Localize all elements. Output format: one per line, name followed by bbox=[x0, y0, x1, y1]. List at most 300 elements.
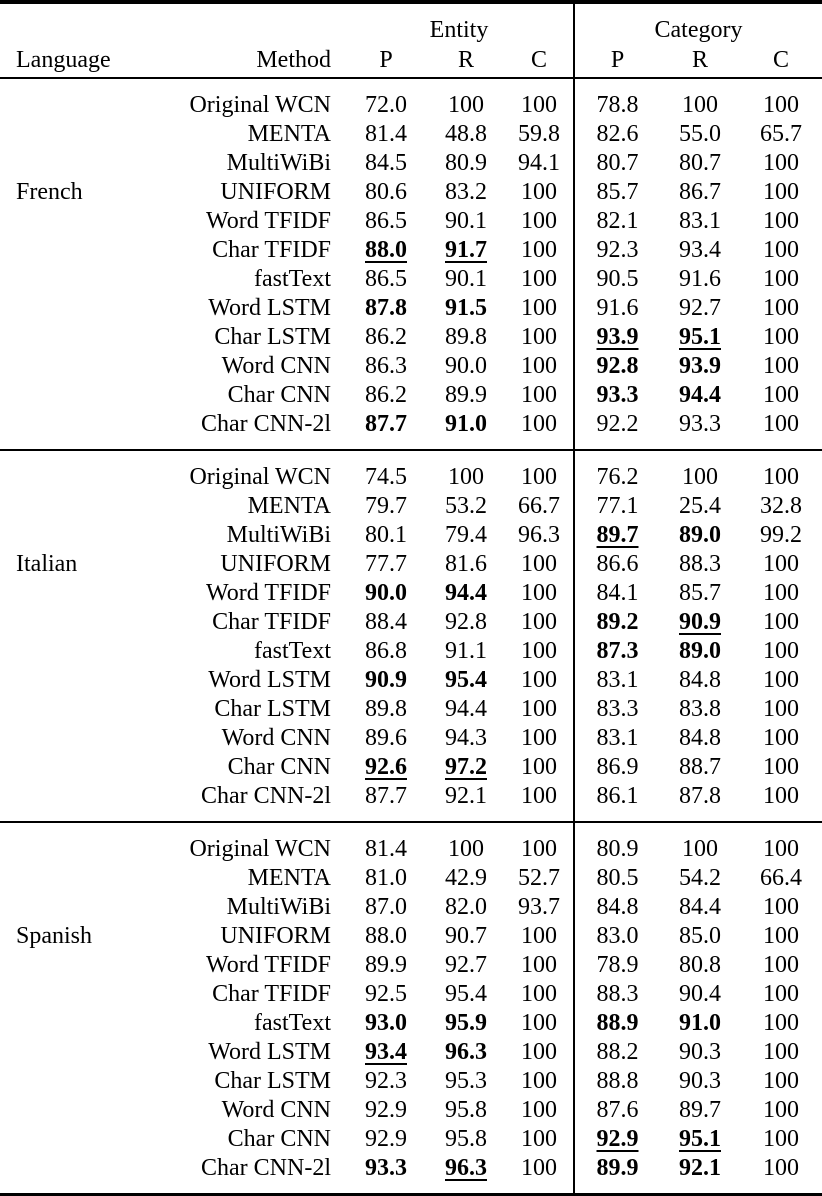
value-cell bbox=[427, 922, 505, 951]
value-cell bbox=[505, 352, 574, 381]
value-text: 83.0 bbox=[596, 923, 639, 949]
value-text: 100 bbox=[521, 609, 557, 635]
method-label: MultiWiBi bbox=[226, 894, 331, 920]
value-cell bbox=[427, 608, 505, 637]
method-label: MultiWiBi bbox=[226, 150, 331, 176]
value-cell bbox=[574, 1009, 660, 1038]
value-text: 100 bbox=[763, 92, 799, 118]
value-text: 90.7 bbox=[445, 923, 487, 949]
table-row bbox=[0, 637, 822, 666]
value-text: 100 bbox=[763, 464, 799, 490]
method-label: Char LSTM bbox=[214, 696, 331, 722]
value-cell bbox=[427, 550, 505, 579]
table-header bbox=[0, 2, 822, 78]
value-text: 86.5 bbox=[365, 266, 407, 292]
value-cell bbox=[574, 579, 660, 608]
value-text: 92.7 bbox=[445, 952, 487, 978]
method-label: Char LSTM bbox=[214, 324, 331, 350]
value-cell bbox=[660, 352, 740, 381]
value-cell bbox=[660, 550, 740, 579]
value-cell bbox=[740, 492, 822, 521]
table-row bbox=[0, 666, 822, 695]
value-text: 84.5 bbox=[365, 150, 407, 176]
value-cell bbox=[505, 637, 574, 666]
value-cell bbox=[740, 410, 822, 450]
table-row bbox=[0, 1125, 822, 1154]
value-text: 65.7 bbox=[760, 121, 802, 147]
language-label bbox=[0, 381, 150, 410]
value-cell bbox=[345, 550, 427, 579]
value-text: 80.1 bbox=[365, 522, 407, 548]
value-cell bbox=[427, 980, 505, 1009]
value-text: 86.2 bbox=[365, 382, 407, 408]
language-label bbox=[0, 782, 150, 822]
value-cell bbox=[345, 178, 427, 207]
value-cell bbox=[574, 521, 660, 550]
method-label: UNIFORM bbox=[220, 923, 331, 949]
value-text: 89.9 bbox=[365, 952, 407, 978]
value-cell bbox=[574, 922, 660, 951]
value-text: 100 bbox=[682, 464, 718, 490]
value-text: 72.0 bbox=[365, 92, 407, 118]
value-text: 92.3 bbox=[365, 1068, 407, 1094]
table-row bbox=[0, 922, 822, 951]
value-cell bbox=[574, 724, 660, 753]
value-cell bbox=[740, 695, 822, 724]
value-cell bbox=[427, 236, 505, 265]
value-cell bbox=[740, 893, 822, 922]
value-cell bbox=[660, 980, 740, 1009]
language-label bbox=[0, 410, 150, 450]
value-cell bbox=[660, 120, 740, 149]
table-row bbox=[0, 951, 822, 980]
language-label bbox=[0, 492, 150, 521]
value-text: 100 bbox=[682, 836, 718, 862]
value-text: 92.8 bbox=[596, 353, 639, 379]
value-text: 89.2 bbox=[596, 609, 639, 635]
value-cell bbox=[427, 1096, 505, 1125]
value-cell bbox=[427, 951, 505, 980]
value-cell bbox=[660, 951, 740, 980]
value-text: 95.1 bbox=[679, 324, 721, 350]
value-cell bbox=[740, 550, 822, 579]
table-row bbox=[0, 1067, 822, 1096]
value-text: 87.8 bbox=[679, 783, 721, 809]
method-label: Word LSTM bbox=[208, 295, 331, 321]
value-text: 100 bbox=[521, 696, 557, 722]
value-text: 88.0 bbox=[365, 923, 407, 949]
value-cell bbox=[660, 922, 740, 951]
value-cell bbox=[427, 352, 505, 381]
value-cell bbox=[427, 695, 505, 724]
language-label bbox=[0, 608, 150, 637]
column-header-category-r: R bbox=[691, 47, 708, 73]
value-text: 84.8 bbox=[596, 894, 639, 920]
value-cell bbox=[660, 1125, 740, 1154]
value-cell bbox=[660, 753, 740, 782]
method-label: Char CNN-2l bbox=[201, 1155, 331, 1181]
value-text: 100 bbox=[521, 725, 557, 751]
value-cell bbox=[660, 893, 740, 922]
value-text: 80.7 bbox=[679, 150, 721, 176]
value-text: 80.9 bbox=[445, 150, 487, 176]
value-text: 79.4 bbox=[445, 522, 487, 548]
language-label bbox=[0, 637, 150, 666]
value-cell bbox=[505, 864, 574, 893]
value-cell bbox=[660, 1009, 740, 1038]
value-text: 82.6 bbox=[596, 121, 639, 147]
value-text: 59.8 bbox=[518, 121, 560, 147]
value-cell bbox=[740, 782, 822, 822]
value-text: 100 bbox=[763, 1155, 799, 1181]
method-label: fastText bbox=[254, 638, 331, 664]
value-cell bbox=[660, 410, 740, 450]
language-label bbox=[0, 695, 150, 724]
value-text: 100 bbox=[763, 638, 799, 664]
value-text: 91.1 bbox=[445, 638, 487, 664]
value-cell bbox=[574, 637, 660, 666]
value-text: 80.8 bbox=[679, 952, 721, 978]
value-cell bbox=[345, 265, 427, 294]
value-text: 87.7 bbox=[365, 783, 407, 809]
value-text: 93.3 bbox=[596, 382, 639, 408]
value-cell bbox=[345, 1096, 427, 1125]
value-text: 100 bbox=[521, 324, 557, 350]
value-text: 100 bbox=[763, 551, 799, 577]
value-cell bbox=[660, 521, 740, 550]
value-cell bbox=[574, 149, 660, 178]
value-text: 93.3 bbox=[365, 1155, 407, 1181]
value-text: 100 bbox=[521, 208, 557, 234]
language-label bbox=[0, 753, 150, 782]
value-text: 100 bbox=[448, 464, 484, 490]
table-row bbox=[0, 492, 822, 521]
value-cell bbox=[574, 550, 660, 579]
value-cell bbox=[740, 579, 822, 608]
value-text: 92.7 bbox=[679, 295, 721, 321]
value-cell bbox=[427, 1009, 505, 1038]
value-text: 88.2 bbox=[596, 1039, 639, 1065]
value-text: 84.8 bbox=[679, 667, 721, 693]
value-cell bbox=[505, 1067, 574, 1096]
language-label bbox=[0, 352, 150, 381]
value-text: 100 bbox=[763, 894, 799, 920]
value-cell bbox=[505, 410, 574, 450]
value-text: 100 bbox=[763, 150, 799, 176]
language-label bbox=[0, 1125, 150, 1154]
value-cell bbox=[574, 410, 660, 450]
value-text: 90.1 bbox=[445, 266, 487, 292]
language-label bbox=[0, 864, 150, 893]
value-cell bbox=[345, 294, 427, 323]
value-cell bbox=[345, 236, 427, 265]
value-cell bbox=[505, 608, 574, 637]
table-row bbox=[0, 236, 822, 265]
value-cell bbox=[574, 78, 660, 120]
value-cell bbox=[740, 922, 822, 951]
language-label bbox=[0, 78, 150, 120]
table-row bbox=[0, 381, 822, 410]
value-text: 94.3 bbox=[445, 725, 487, 751]
value-cell bbox=[740, 1009, 822, 1038]
value-cell bbox=[740, 265, 822, 294]
value-cell bbox=[505, 822, 574, 864]
table-row bbox=[0, 782, 822, 822]
value-cell bbox=[660, 450, 740, 492]
language-label bbox=[0, 1067, 150, 1096]
method-label: Word TFIDF bbox=[206, 208, 331, 234]
value-text: 88.3 bbox=[596, 981, 639, 1007]
value-text: 100 bbox=[521, 754, 557, 780]
value-cell bbox=[740, 1038, 822, 1067]
value-cell bbox=[345, 980, 427, 1009]
value-text: 32.8 bbox=[760, 493, 802, 519]
value-text: 93.9 bbox=[596, 324, 639, 350]
value-text: 100 bbox=[448, 836, 484, 862]
value-cell bbox=[505, 149, 574, 178]
table-row bbox=[0, 1154, 822, 1195]
language-block-italian bbox=[0, 450, 822, 822]
value-cell bbox=[574, 381, 660, 410]
table-row bbox=[0, 1038, 822, 1067]
value-text: 100 bbox=[763, 754, 799, 780]
value-text: 80.5 bbox=[596, 865, 639, 891]
language-label bbox=[0, 265, 150, 294]
value-cell bbox=[427, 492, 505, 521]
value-text: 100 bbox=[763, 696, 799, 722]
value-cell bbox=[574, 753, 660, 782]
value-text: 89.8 bbox=[365, 696, 407, 722]
method-label: Word TFIDF bbox=[206, 580, 331, 606]
value-cell bbox=[427, 207, 505, 236]
value-cell bbox=[574, 1125, 660, 1154]
language-label bbox=[0, 521, 150, 550]
method-label: Char CNN bbox=[227, 1126, 331, 1152]
method-label: Original WCN bbox=[189, 464, 331, 490]
value-text: 100 bbox=[763, 179, 799, 205]
value-text: 88.0 bbox=[365, 237, 407, 263]
value-text: 82.1 bbox=[596, 208, 639, 234]
value-cell bbox=[574, 951, 660, 980]
value-text: 88.3 bbox=[679, 551, 721, 577]
value-cell bbox=[574, 1038, 660, 1067]
column-header-entity-c: C bbox=[530, 47, 547, 73]
value-cell bbox=[345, 1038, 427, 1067]
value-cell bbox=[660, 207, 740, 236]
value-text: 100 bbox=[521, 1068, 557, 1094]
value-text: 80.7 bbox=[596, 150, 639, 176]
value-text: 87.8 bbox=[365, 295, 407, 321]
value-text: 100 bbox=[521, 295, 557, 321]
method-label: Char CNN bbox=[227, 754, 331, 780]
value-text: 100 bbox=[521, 638, 557, 664]
method-label: Char CNN bbox=[227, 382, 331, 408]
value-cell bbox=[740, 207, 822, 236]
value-text: 42.9 bbox=[445, 865, 487, 891]
value-text: 55.0 bbox=[679, 121, 721, 147]
table-row bbox=[0, 410, 822, 450]
value-text: 100 bbox=[521, 667, 557, 693]
value-text: 89.7 bbox=[596, 522, 639, 548]
value-cell bbox=[427, 1125, 505, 1154]
value-text: 25.4 bbox=[679, 493, 721, 519]
value-text: 66.7 bbox=[518, 493, 560, 519]
value-text: 100 bbox=[763, 411, 799, 437]
value-text: 100 bbox=[763, 1068, 799, 1094]
value-text: 85.7 bbox=[596, 179, 639, 205]
value-cell bbox=[345, 822, 427, 864]
value-text: 92.9 bbox=[365, 1097, 407, 1123]
column-header-category-p: P bbox=[574, 44, 660, 78]
value-cell bbox=[660, 492, 740, 521]
table-row bbox=[0, 323, 822, 352]
value-text: 100 bbox=[763, 237, 799, 263]
language-block-spanish bbox=[0, 822, 822, 1195]
value-text: 86.2 bbox=[365, 324, 407, 350]
column-header-category-c: C bbox=[773, 47, 790, 73]
method-label: Word LSTM bbox=[208, 1039, 331, 1065]
language-label bbox=[0, 579, 150, 608]
language-label: Spanish bbox=[16, 923, 93, 949]
value-text: 81.4 bbox=[365, 836, 407, 862]
table-row bbox=[0, 294, 822, 323]
value-cell bbox=[345, 1067, 427, 1096]
value-cell bbox=[660, 1096, 740, 1125]
value-cell bbox=[427, 265, 505, 294]
value-cell bbox=[505, 1096, 574, 1125]
value-text: 100 bbox=[521, 580, 557, 606]
value-cell bbox=[574, 207, 660, 236]
value-text: 90.5 bbox=[596, 266, 639, 292]
value-text: 95.4 bbox=[445, 981, 487, 1007]
language-label bbox=[0, 149, 150, 178]
value-cell bbox=[427, 666, 505, 695]
value-cell bbox=[740, 236, 822, 265]
value-cell bbox=[427, 822, 505, 864]
value-cell bbox=[574, 893, 660, 922]
value-text: 84.1 bbox=[596, 580, 639, 606]
value-text: 92.8 bbox=[445, 609, 487, 635]
value-text: 100 bbox=[521, 179, 557, 205]
value-cell bbox=[345, 410, 427, 450]
value-cell bbox=[505, 695, 574, 724]
value-text: 100 bbox=[763, 266, 799, 292]
value-text: 90.9 bbox=[365, 667, 407, 693]
value-cell bbox=[505, 1125, 574, 1154]
value-text: 96.3 bbox=[445, 1155, 487, 1181]
value-text: 100 bbox=[763, 1039, 799, 1065]
value-cell bbox=[740, 753, 822, 782]
value-cell bbox=[505, 236, 574, 265]
value-text: 91.0 bbox=[445, 411, 487, 437]
method-label: Char CNN-2l bbox=[201, 783, 331, 809]
language-label bbox=[0, 236, 150, 265]
method-label: Word CNN bbox=[221, 1097, 331, 1123]
value-cell bbox=[345, 579, 427, 608]
value-cell bbox=[574, 323, 660, 352]
value-cell bbox=[345, 724, 427, 753]
value-text: 92.3 bbox=[596, 237, 639, 263]
value-text: 100 bbox=[521, 783, 557, 809]
value-text: 90.9 bbox=[679, 609, 721, 635]
value-text: 95.4 bbox=[445, 667, 487, 693]
method-label: MENTA bbox=[247, 121, 331, 147]
value-cell bbox=[345, 1009, 427, 1038]
table-row bbox=[0, 178, 822, 207]
value-cell bbox=[505, 922, 574, 951]
value-cell bbox=[740, 1125, 822, 1154]
value-cell bbox=[574, 178, 660, 207]
table-row bbox=[0, 608, 822, 637]
language-label bbox=[0, 980, 150, 1009]
value-cell bbox=[574, 864, 660, 893]
value-text: 84.4 bbox=[679, 894, 721, 920]
value-cell bbox=[505, 521, 574, 550]
value-text: 83.1 bbox=[596, 667, 639, 693]
value-text: 100 bbox=[521, 1155, 557, 1181]
value-text: 100 bbox=[763, 952, 799, 978]
table-row bbox=[0, 521, 822, 550]
value-text: 100 bbox=[521, 981, 557, 1007]
value-cell bbox=[427, 1038, 505, 1067]
value-cell bbox=[345, 864, 427, 893]
value-text: 78.8 bbox=[596, 92, 639, 118]
value-cell bbox=[345, 381, 427, 410]
value-cell bbox=[574, 120, 660, 149]
value-text: 83.1 bbox=[596, 725, 639, 751]
value-cell bbox=[505, 1154, 574, 1195]
value-cell bbox=[505, 178, 574, 207]
table-row bbox=[0, 265, 822, 294]
value-text: 100 bbox=[763, 324, 799, 350]
value-text: 86.8 bbox=[365, 638, 407, 664]
value-cell bbox=[660, 864, 740, 893]
value-cell bbox=[345, 922, 427, 951]
value-cell bbox=[574, 352, 660, 381]
value-text: 85.0 bbox=[679, 923, 721, 949]
value-text: 92.1 bbox=[445, 783, 487, 809]
language-block-french bbox=[0, 78, 822, 450]
column-header-entity-p: P bbox=[379, 47, 393, 73]
value-text: 54.2 bbox=[679, 865, 721, 891]
value-text: 86.6 bbox=[596, 551, 639, 577]
value-text: 100 bbox=[448, 92, 484, 118]
value-text: 100 bbox=[521, 923, 557, 949]
table-row bbox=[0, 724, 822, 753]
value-cell bbox=[427, 782, 505, 822]
value-text: 89.8 bbox=[445, 324, 487, 350]
value-cell bbox=[660, 381, 740, 410]
value-cell bbox=[660, 1038, 740, 1067]
value-cell bbox=[345, 695, 427, 724]
language-label bbox=[0, 822, 150, 864]
value-text: 52.7 bbox=[518, 865, 560, 891]
value-cell bbox=[574, 265, 660, 294]
value-text: 91.0 bbox=[679, 1010, 721, 1036]
value-text: 90.3 bbox=[679, 1068, 721, 1094]
value-cell bbox=[427, 637, 505, 666]
value-cell bbox=[740, 1154, 822, 1195]
value-text: 100 bbox=[521, 551, 557, 577]
value-cell bbox=[740, 178, 822, 207]
value-text: 80.6 bbox=[365, 179, 407, 205]
table-row bbox=[0, 579, 822, 608]
value-cell bbox=[427, 120, 505, 149]
value-cell bbox=[345, 492, 427, 521]
table-row bbox=[0, 822, 822, 864]
value-cell bbox=[740, 1096, 822, 1125]
value-text: 81.0 bbox=[365, 865, 407, 891]
